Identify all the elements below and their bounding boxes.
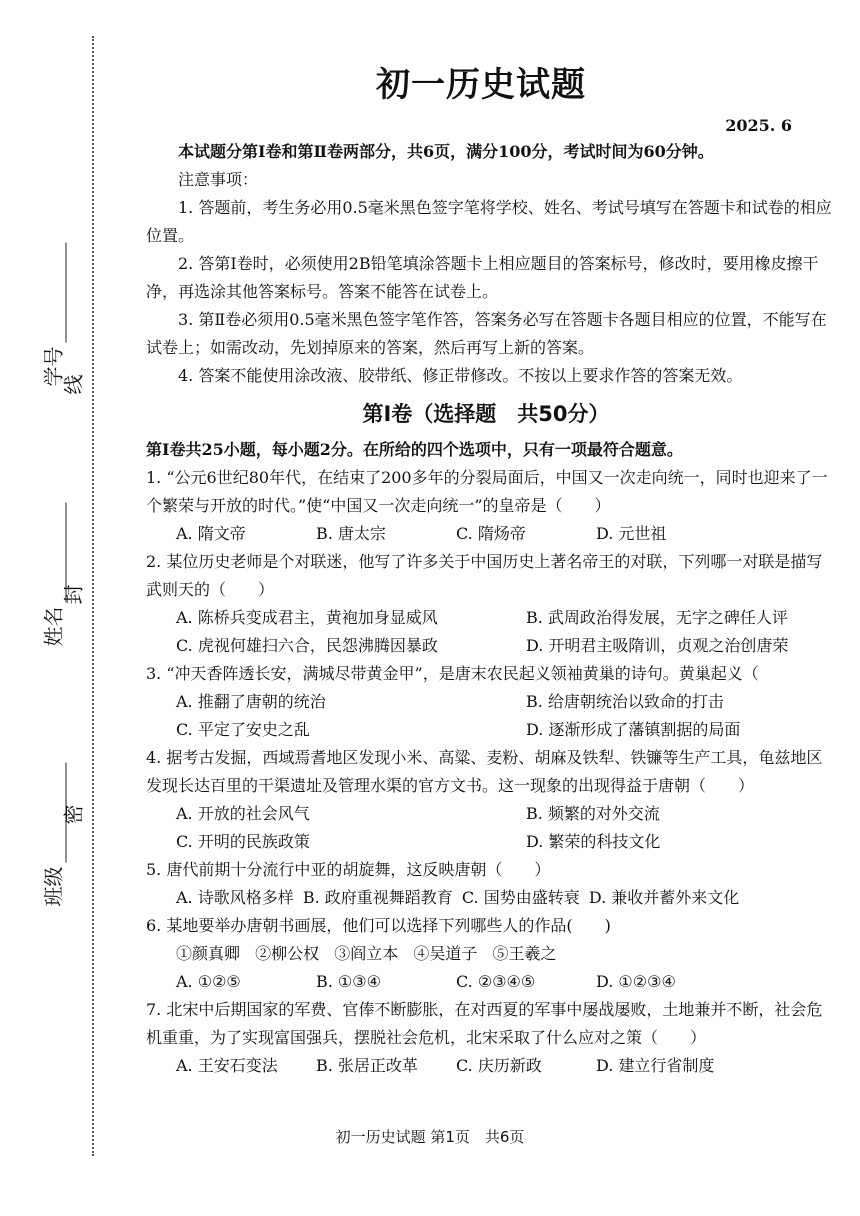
- secret-marker: 密: [61, 804, 86, 825]
- note-item: 4. 答案不能使用涂改液、胶带纸、修正带修改。不按以上要求作答的答案无效。: [178, 366, 743, 385]
- class-field[interactable]: [38, 763, 67, 907]
- option-b: B. 频繁的对外交流: [526, 804, 660, 823]
- question-stem: 6. 某地要举办唐朝书画展，他们可以选择下列哪些人的作品( ): [146, 916, 611, 935]
- option-c: C. 国势由盛转衰: [461, 888, 580, 907]
- name-label: 姓名: [41, 606, 66, 647]
- option-b: B. 武周政治得发展，无字之碑任人评: [526, 608, 788, 627]
- note-item: 3. 第Ⅱ卷必须用0.5毫米黑色签字笔作答，答案务必写在答题卡各题目相应的位置，不能写在试卷上；如需改动，先划掉原来的答案，然后再写上新的答案。: [146, 310, 827, 357]
- option-d: D. 繁荣的科技文化: [526, 832, 661, 851]
- option-b: B. ①③④: [316, 972, 381, 991]
- note-item: 1. 答题前，考生务必用0.5毫米黑色签字笔将学校、姓名、考试号填写在答题卡和试卷的相应位置。: [146, 198, 832, 245]
- option-c: C. ②③④⑤: [456, 972, 536, 991]
- question-stem: 5. 唐代前期十分流行中亚的胡旋舞，这反映唐朝（ ）: [146, 860, 551, 879]
- option-c: C. 庆历新政: [456, 1056, 542, 1075]
- option-row: [146, 688, 836, 716]
- candidate-item: ⑤王羲之: [492, 944, 557, 963]
- option-a: A. ①②⑤: [176, 972, 241, 991]
- binding-dotted-line: [92, 36, 94, 1156]
- exam-date: 2025. 6: [725, 116, 792, 135]
- option-row: [146, 1052, 836, 1080]
- option-row: [146, 828, 836, 856]
- question-stem: 4. 据考古发掘，西域焉耆地区发现小米、高粱、麦粉、胡麻及铁犁、铁镰等生产工具，龟兹地区发现长达百里的干渠遗址及管理水渠的官方文书。这一现象的出现得益于唐朝（ ）: [146, 748, 823, 795]
- candidate-item: ①颜真卿: [176, 944, 241, 963]
- option-d: D. 开明君主吸隋训，贞观之治创唐荣: [526, 636, 789, 655]
- exam-intro: 本试题分第Ⅰ卷和第Ⅱ卷两部分，共6页，满分100分，考试时间为60分钟。: [178, 142, 714, 161]
- option-d: D. 元世祖: [596, 524, 667, 543]
- option-b: B. 政府重视舞蹈教育: [302, 888, 453, 907]
- option-a: A. 推翻了唐朝的统治: [176, 692, 326, 711]
- seal-marker: 封: [61, 584, 86, 605]
- option-b: B. 唐太宗: [316, 524, 386, 543]
- option-b: B. 张居正改革: [316, 1056, 418, 1075]
- page-footer: 初一历史试题 第1页 共6页: [335, 1128, 525, 1146]
- line-marker: 线: [61, 374, 86, 395]
- option-row: [146, 632, 836, 660]
- student-id-blank[interactable]: [48, 243, 67, 343]
- option-row: [146, 604, 836, 632]
- notes-heading: 注意事项：: [178, 170, 259, 189]
- question-stem: 3. “冲天香阵透长安，满城尽带黄金甲”，是唐末农民起义领袖黄巢的诗句。黄巢起义（: [146, 664, 759, 683]
- option-b: B. 给唐朝统治以致命的打击: [526, 692, 724, 711]
- option-a: A. 陈桥兵变成君主，黄袍加身显威风: [176, 608, 438, 627]
- option-row: [146, 716, 836, 744]
- exam-page: [146, 56, 836, 1080]
- name-field[interactable]: [38, 503, 67, 647]
- option-row: [146, 800, 836, 828]
- option-d: D. ①②③④: [596, 972, 676, 991]
- option-a: A. 王安石变法: [176, 1056, 278, 1075]
- option-row: [146, 884, 836, 912]
- option-a: A. 隋文帝: [176, 524, 246, 543]
- option-c: C. 隋炀帝: [456, 524, 526, 543]
- option-d: D. 逐渐形成了藩镇割据的局面: [526, 720, 741, 739]
- option-c: C. 虎视何雄扫六合，民怨沸腾因暴政: [176, 636, 438, 655]
- candidate-item: ②柳公权: [255, 944, 320, 963]
- class-label: 班级: [41, 866, 66, 907]
- section-instruction: 第Ⅰ卷共25小题，每小题2分。在所给的四个选项中，只有一项最符合题意。: [146, 440, 683, 459]
- question-stem: 2. 某位历史老师是个对联迷，他写了许多关于中国历史上著名帝王的对联，下列哪一对联是描写武则天的（ ）: [146, 552, 823, 599]
- section-title: 第Ⅰ卷（选择题 共50分）: [362, 402, 610, 426]
- option-c: C. 平定了安史之乱: [176, 720, 310, 739]
- option-row: [146, 520, 836, 548]
- student-id-field[interactable]: [38, 243, 67, 387]
- option-row: [146, 968, 836, 996]
- candidate-item: ③阎立本: [334, 944, 399, 963]
- candidate-list: [146, 940, 836, 968]
- student-id-label: 学号: [41, 346, 66, 387]
- question-stem: 7. 北宋中后期国家的军费、官俸不断膨胀，在对西夏的军事中屡战屡败，土地兼并不断，社会危机重重，为了实现富国强兵，摆脱社会危机，北宋采取了什么应对之策（ ）: [146, 1000, 823, 1047]
- option-a: A. 诗歌风格多样: [176, 888, 294, 907]
- candidate-item: ④吴道子: [413, 944, 478, 963]
- option-c: C. 开明的民族政策: [176, 832, 310, 851]
- option-d: D. 兼收并蓄外来文化: [588, 888, 740, 907]
- option-a: A. 开放的社会风气: [176, 804, 310, 823]
- question-stem: 1. “公元6世纪80年代，在结束了200多年的分裂局面后，中国又一次走向统一，同时也迎来了一个繁荣与开放的时代。”使“中国又一次走向统一”的皇帝是（ ）: [146, 468, 828, 515]
- option-d: D. 建立行省制度: [596, 1056, 715, 1075]
- exam-title: 初一历史试题: [376, 65, 586, 105]
- note-item: 2. 答第Ⅰ卷时，必须使用2B铅笔填涂答题卡上相应题目的答案标号，修改时，要用橡皮擦干净，再选涂其他答案标号。答案不能答在试卷上。: [146, 254, 819, 301]
